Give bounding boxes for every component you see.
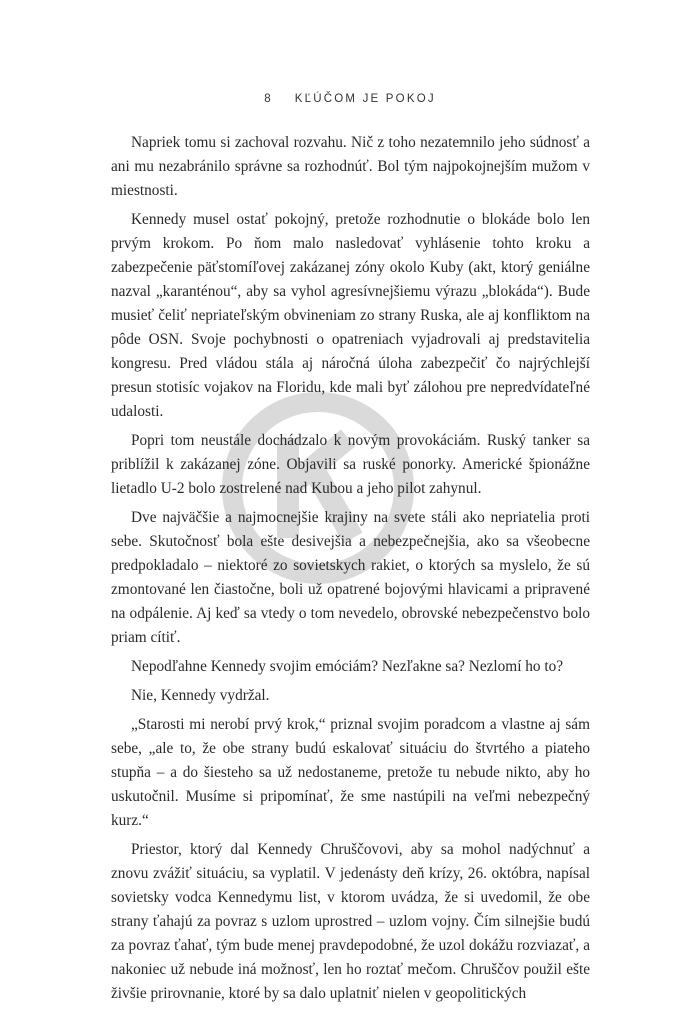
paragraph: Nepodľahne Kennedy svojim emóciám? Nezľakne sa? Nezlomí ho to?	[131, 658, 564, 675]
paragraph: Kennedy musel ostať pokojný, pretože rozhodnutie o blokáde bolo len prvým krokom. Po ňom malo nasledovať vyhlásenie tohto kroku a zabezpečenie päťstomíľovej zakázanej zóny okolo Kuby (akt, ktorý geniálne nazval „karanténou“, aby sa vyhol agresívnejšiemu výrazu „blokáda“). Bude musieť čeliť nepriateľským obvineniam zo strany Ruska, ale aj konfliktom na pôde OSN. Svoje pochybnosti o opatreniach vyjadrovali aj predstavitelia kongresu. Pred vládou stála aj náročná úloha zabezpečiť čo najrýchlejší presun stotisíc vojakov na Floridu, kde mali byť zálohou pre nepredvídateľné udalosti.	[111, 211, 590, 420]
paragraph: Dve najväčšie a najmocnejšie krajiny na svete stáli ako nepriatelia proti sebe. Skutočnosť bola ešte desivejšia a nebezpečnejšia, ako sa všeobecne predpokladalo – niektoré zo sovietskych rakiet, o ktorých sa myslelo, že sú zmontované len čiastočne, boli už opatrené bojovými hlavicami a pripravené na odpálenie. Aj keď sa vtedy o tom nevedelo, obrovské nebezpečenstvo bolo priam cítiť.	[111, 509, 590, 646]
paragraph: Priestor, ktorý dal Kennedy Chruščovovi, aby sa mohol nadýchnuť a znovu zvážiť situáciu, sa vyplatil. V jedenásty deň krízy, 26. októbra, napísal sovietsky vodca Kennedymu list, v ktorom uvádza, že si uvedomil, že obe strany ťahajú za povraz s uzlom uprostred – uzlom vojny. Čím silnejšie budú za povraz ťahať, tým bude menej pravdepodobné, že uzol dokážu rozviazať, a nakoniec už nebude iná možnosť, len ho roztať mečom. Chruščov použil ešte živšie prirovnanie, ktoré by sa dalo uplatniť nielen v geopolitických	[111, 841, 590, 1002]
paragraph: Napriek tomu si zachoval rozvahu. Nič z toho nezatemnilo jeho súdnosť a ani mu nezabránilo správne sa rozhodnúť. Bol tým najpokojnejším mužom v miestnosti.	[111, 134, 590, 199]
running-title: KĽÚČOM JE POKOJ	[294, 93, 436, 105]
paragraph: Popri tom neustále dochádzalo k novým provokáciám. Ruský tanker sa priblížil k zakázanej zóne. Objavili sa ruské ponorky. Americké špionážne lietadlo U-2 bolo zostrelené nad Kubou a jeho pilot zahynul.	[111, 432, 590, 497]
running-header	[0, 93, 700, 105]
page-number: 8	[264, 93, 273, 105]
paragraph: Nie, Kennedy vydržal.	[131, 687, 270, 704]
paragraph: „Starosti mi nerobí prvý krok,“ priznal svojim poradcom a vlastne aj sám sebe, „ale to, že obe strany budú eskalovať situáciu do štvrtého a piateho stupňa – a do šiesteho sa už nedostaneme, pretože tu nebude nikto, aby ho uskutočnil. Musíme si pripomínať, že sme nastúpili na veľmi nebezpečný kurz.“	[111, 716, 590, 829]
body-text	[111, 131, 590, 1011]
